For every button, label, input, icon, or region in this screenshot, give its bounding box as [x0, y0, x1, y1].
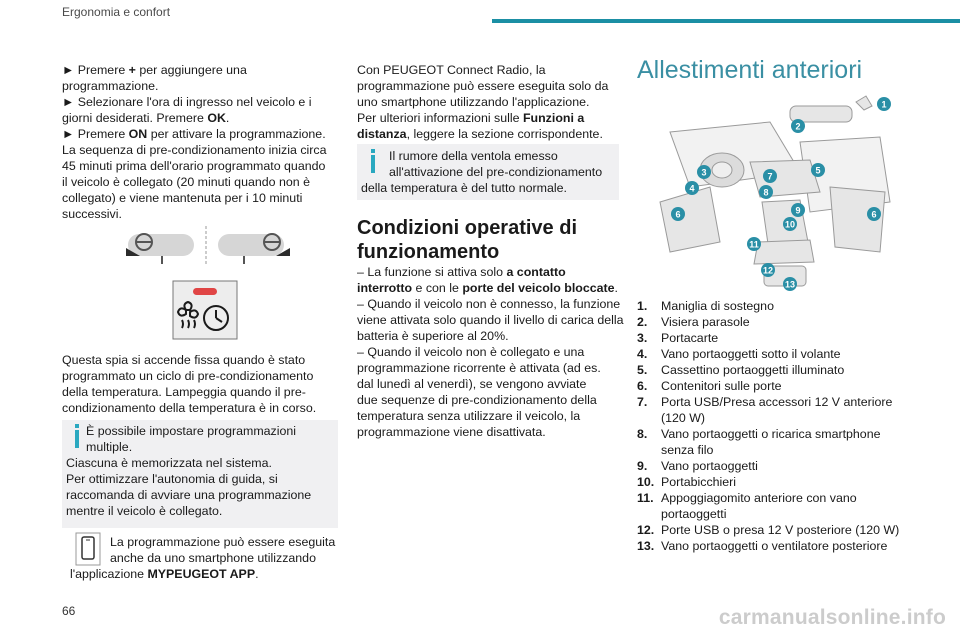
callout-number: 10 — [784, 219, 796, 230]
callout-number: 4 — [689, 183, 695, 194]
item-label: Visiera parasole — [661, 315, 750, 329]
bold-text: interrotto — [357, 281, 413, 295]
cabin-illustration — [650, 92, 900, 292]
page-title: Allestimenti anteriori — [637, 56, 863, 84]
callout-number: 12 — [762, 265, 774, 276]
paragraph-line: programmazione ricorrente è attivata (ad es. — [357, 361, 601, 375]
item-label: Vano portaoggetti o ventilatore posteriore — [661, 539, 888, 553]
item-number: 7. — [637, 395, 648, 409]
step-bold: + — [128, 63, 136, 77]
bold-text: porte del veicolo bloccate — [462, 281, 615, 295]
info-note-text — [361, 148, 617, 196]
item-number: 6. — [637, 379, 648, 393]
note-line: all'attivazione del pre-condizionamento — [389, 165, 603, 179]
item-number: 3. — [637, 331, 648, 345]
item-number: 13. — [637, 539, 655, 553]
callout-number: 13 — [784, 279, 796, 290]
note-line: raccomanda di avviare una programmazione — [66, 488, 312, 502]
paragraph-line: programmazione viene disattivata. — [357, 425, 546, 439]
item-label: Contenitori sulle porte — [661, 379, 782, 393]
paragraph-line: . — [614, 281, 618, 295]
equipment-list — [637, 298, 917, 578]
step-text: programmazione. — [62, 79, 159, 93]
item-label: Porte USB o presa 12 V posteriore (120 W) — [661, 523, 900, 537]
steering-wheel-icon — [126, 234, 194, 264]
callout-number: 5 — [815, 165, 821, 176]
note-line: mentre il veicolo è collegato. — [66, 504, 223, 518]
callout-number: 1 — [881, 99, 887, 110]
step-text: ► Premere — [62, 63, 129, 77]
item-number: 11. — [637, 491, 654, 505]
callout-number: 11 — [749, 239, 759, 250]
step-text: . — [225, 111, 230, 125]
column-2 — [357, 62, 627, 142]
column-1 — [62, 62, 342, 222]
step-bold: ON — [128, 127, 148, 141]
item-number: 9. — [637, 459, 648, 473]
callout-number: 9 — [795, 205, 801, 216]
bold-text: a contatto — [506, 265, 566, 279]
callout-number: 6 — [675, 209, 681, 220]
paragraph-line: , leggere la sezione corrispondente. — [406, 127, 603, 141]
paragraph-line: programmato un ciclo di pre-condizionamento — [62, 369, 314, 383]
running-header: Ergonomia e confort — [62, 5, 171, 19]
step-text: giorni desiderati. Premere — [62, 111, 208, 125]
note-line: . — [255, 567, 259, 581]
paragraph-line: Questa spia si accende fissa quando è stato — [62, 353, 306, 367]
info-note-text — [66, 423, 336, 519]
note-line: l'applicazione — [70, 567, 148, 581]
paragraph-line: temperatura senza utilizzare il veicolo, la — [357, 409, 581, 423]
paragraph-line: 45 minuti prima dell'orario programmato quando — [62, 159, 326, 173]
item-label: Vano portaoggetti sotto il volante — [661, 347, 841, 361]
callout-number: 3 — [701, 167, 707, 178]
paragraph-line: – La funzione si attiva solo — [357, 265, 507, 279]
item-number: 5. — [637, 363, 648, 377]
item-number: 8. — [637, 427, 648, 441]
paragraph-line: il veicolo è collegato (20 minuti quando non è — [62, 175, 310, 189]
item-label: Appoggiagomito anteriore con vano — [661, 491, 857, 505]
bold-link: distanza — [357, 127, 407, 141]
paragraph-line: viene attivata solo quando il livello di carica della — [357, 313, 624, 327]
paragraph-line: – Quando il veicolo non è connesso, la funzione — [357, 297, 621, 311]
note-line: È possibile impostare programmazioni — [86, 424, 297, 438]
item-label: Vano portaoggetti o ricarica smartphone — [661, 427, 881, 441]
section-heading: Condizioni operative di funzionamento — [357, 217, 578, 263]
item-label: Maniglia di sostegno — [661, 299, 774, 313]
paragraph-line: – Quando il veicolo non è collegato e una — [357, 345, 585, 359]
step-text: ► Selezionare l'ora di ingresso nel veicolo e i — [62, 95, 312, 109]
note-line: anche da uno smartphone utilizzando — [110, 551, 316, 565]
paragraph-line: della temperatura. Lampeggia quando il pre- — [62, 385, 306, 399]
item-label: Porta USB/Presa accessori 12 V anteriore — [661, 395, 893, 409]
page-number: 66 — [62, 604, 76, 618]
smartphone-note — [70, 534, 342, 582]
callout-number: 6 — [871, 209, 877, 220]
item-number: 4. — [637, 347, 648, 361]
callout-number: 8 — [763, 187, 769, 198]
item-label: Portacarte — [661, 331, 719, 345]
item-number: 10. — [637, 475, 655, 489]
step-bold: OK — [207, 111, 226, 125]
paragraph-line: Con PEUGEOT Connect Radio, la — [357, 63, 546, 77]
watermark: carmanualsonline.info — [718, 606, 946, 629]
callout-number: 2 — [795, 121, 801, 132]
paragraph-line: La sequenza di pre-condizionamento inizia circa — [62, 143, 327, 157]
paragraph-line: condizionamento della temperatura è in corso. — [62, 401, 317, 415]
conditions-text — [357, 264, 627, 440]
item-label: Portabicchieri — [661, 475, 737, 489]
note-line: Per ottimizzare l'autonomia di guida, si — [66, 472, 278, 486]
paragraph-line: collegato) e viene mantenuta per i 10 minuti — [62, 191, 303, 205]
item-number: 1. — [637, 299, 648, 313]
bold-link: Funzioni a — [522, 111, 585, 125]
item-label: Vano portaoggetti — [661, 459, 758, 473]
item-label-continued: senza filo — [661, 443, 714, 457]
paragraph-line: dal lunedì al venerdì), se vengono avviate — [357, 377, 587, 391]
header-accent-bar — [492, 19, 960, 23]
paragraph-line: successivi. — [62, 207, 122, 221]
item-number: 2. — [637, 315, 648, 329]
app-name: MYPEUGEOT APP — [147, 567, 256, 581]
paragraph-line: programmazione può essere eseguita solo da — [357, 79, 609, 93]
item-number: 12. — [637, 523, 655, 537]
paragraph-line: e con le — [412, 281, 463, 295]
lamp-description — [62, 352, 342, 416]
paragraph-line: due sequenze di pre-condizionamento della — [357, 393, 597, 407]
steering-wheel-icon — [218, 234, 290, 264]
note-line: Ciascuna è memorizzata nel sistema. — [66, 456, 272, 470]
paragraph-line: batteria è superiore al 20%. — [357, 329, 509, 343]
note-line: multiple. — [86, 440, 133, 454]
paragraph-line: Per ulteriori informazioni sulle — [357, 111, 523, 125]
note-line: La programmazione può essere eseguita — [110, 535, 336, 549]
callout-number: 7 — [767, 171, 773, 182]
paragraph-line: uno smartphone utilizzando l'applicazione. — [357, 95, 590, 109]
item-label: Cassettino portaoggetti illuminato — [661, 363, 845, 377]
preconditioning-lamp-icon — [172, 280, 238, 340]
step-text: per attivare la programmazione. — [147, 127, 326, 141]
ignition-states-illustration — [120, 222, 300, 270]
step-text: ► Premere — [62, 127, 129, 141]
item-label-continued: portaoggetti — [661, 507, 727, 521]
item-label-continued: (120 W) — [661, 411, 706, 425]
note-line: della temperatura è del tutto normale. — [361, 181, 567, 195]
step-text: per aggiungere una — [135, 63, 247, 77]
note-line: Il rumore della ventola emesso — [389, 149, 558, 163]
